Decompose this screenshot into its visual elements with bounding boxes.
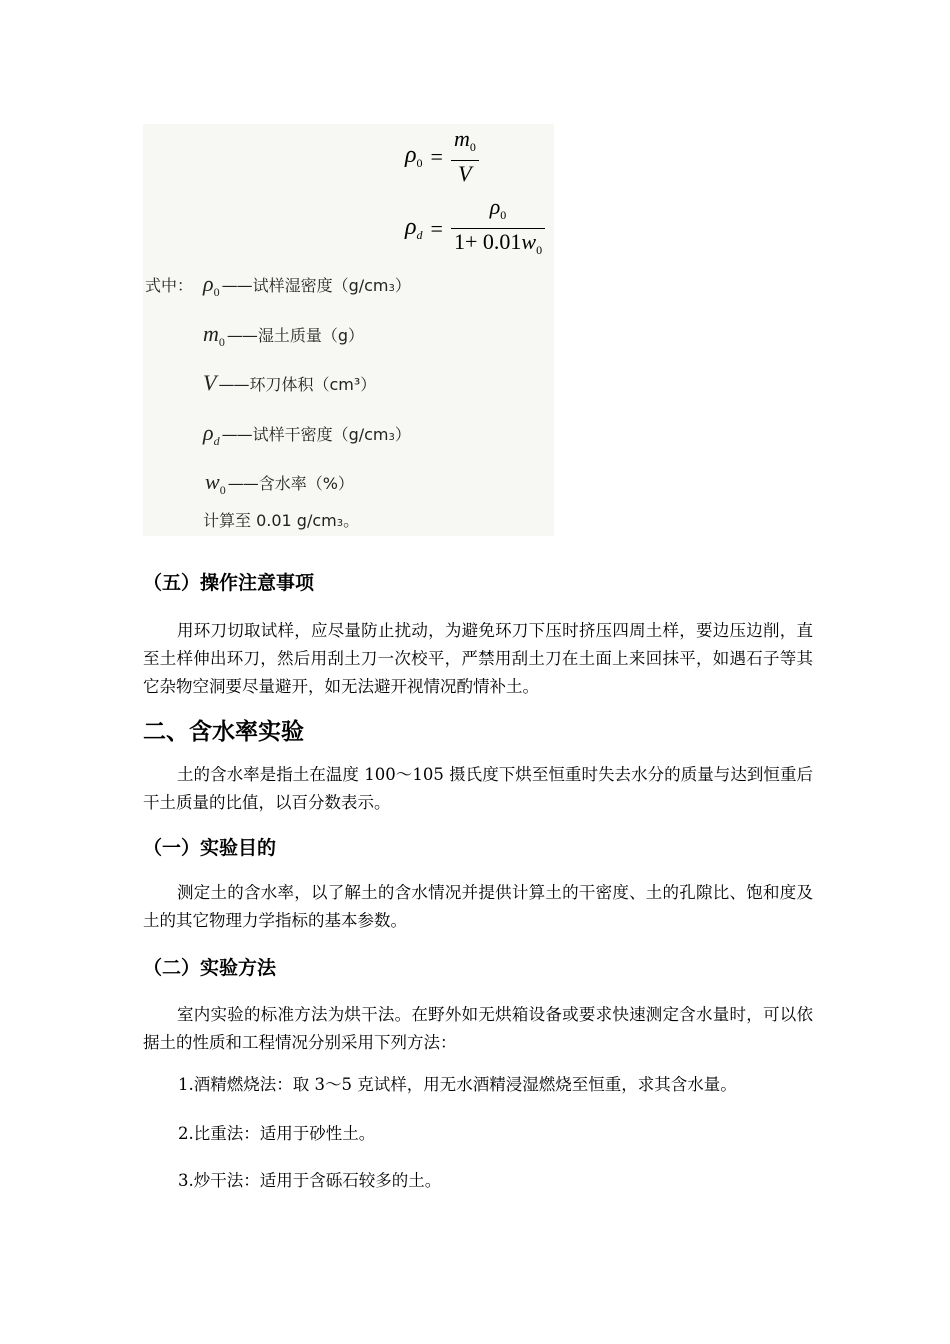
closing-paren: ）: [394, 425, 411, 444]
definition-m0: [203, 321, 364, 350]
V-symbol: V: [203, 370, 217, 395]
equals-sign: =: [430, 143, 443, 169]
dash: ——: [227, 474, 258, 493]
section-title-method: （二）实验方法: [143, 957, 277, 979]
m0-subscript: 0: [218, 335, 225, 349]
dash: ——: [221, 276, 252, 295]
w0-subscript: 0: [536, 243, 543, 257]
wet-density-formula: [405, 126, 479, 187]
rho0-subscript: 0: [500, 208, 507, 222]
dash: ——: [218, 375, 249, 394]
chapter-title-water-content: 二、含水率实验: [143, 719, 304, 745]
rho0-description: 试样湿密度（g/cm: [252, 276, 389, 295]
fraction-m0-over-V: [451, 126, 479, 187]
paragraph-precautions: 用环刀切取试样，应尽量防止扰动，为避免环刀下压时挤压四周土样，要边压边削，直至土样伸出环刀，然后用刮土刀一次校平，严禁用刮土刀在土面上来回抹平，如遇石子等其它杂物空洞要尽量避开，如无法避开视情况酌情补土。: [143, 621, 813, 696]
fraction-rho0-over-denominator: [451, 194, 545, 263]
section-title-precautions: （五）操作注意事项: [143, 572, 315, 594]
rho0-symbol: ρ: [489, 194, 501, 219]
definition-rho0: [145, 271, 411, 300]
m0-symbol: m: [203, 321, 219, 346]
w0-symbol: w: [205, 469, 220, 494]
m0-subscript: 0: [469, 140, 476, 154]
rhod-symbol: ρ: [405, 214, 417, 240]
w0-symbol: w: [521, 229, 537, 254]
closing-paren: ）: [394, 276, 411, 295]
dash: ——: [226, 326, 257, 345]
paragraph-water-content-definition: 土的含水率是指土在温度 100～105 摄氏度下烘至恒重时失去水分的质量与达到恒重后干土质量的比值，以百分数表示。: [143, 765, 813, 812]
paragraph-method: 室内实验的标准方法为烘干法。在野外如无烘箱设备或要求快速测定含水量时，可以依据土的性质和工程情况分别采用下列方法：: [143, 1005, 813, 1052]
calc-note-end: 。: [343, 511, 360, 530]
list-item: 2.比重法：适用于砂性土。: [178, 1124, 376, 1143]
calc-note-text: 计算至 0.01 g/cm: [203, 511, 337, 530]
V-description: 环刀体积（cm³）: [249, 375, 377, 394]
m0-symbol: m: [453, 126, 470, 151]
rho0-subscript: 0: [416, 156, 423, 170]
dash: ——: [221, 425, 252, 444]
rho0-symbol: ρ: [203, 271, 214, 296]
dry-density-formula: [405, 194, 545, 263]
m0-description: 湿土质量（g）: [257, 326, 365, 345]
list-item: 3.炒干法：适用于含砾石较多的土。: [178, 1171, 442, 1190]
rhod-subscript: d: [416, 228, 423, 242]
denominator-text: 1+ 0.01: [453, 229, 522, 254]
definition-V: [203, 370, 376, 396]
w0-description: 含水率（%）: [258, 474, 354, 493]
rho0-subscript: 0: [213, 285, 220, 299]
rho0-symbol: ρ: [405, 142, 417, 168]
V-symbol: V: [458, 161, 472, 186]
definition-rhod: [203, 420, 411, 449]
definitions-lead: 式中：: [145, 276, 194, 295]
calculation-note: [203, 508, 359, 531]
rhod-symbol: ρ: [203, 420, 214, 445]
rhod-description: 试样干密度（g/cm: [252, 425, 389, 444]
rhod-subscript: d: [213, 434, 220, 448]
paragraph-purpose: 测定土的含水率，以了解土的含水情况并提供计算土的干密度、土的孔隙比、饱和度及土的其它物理力学指标的基本参数。: [143, 883, 813, 930]
superscript: 3: [388, 283, 395, 294]
section-title-purpose: （一）实验目的: [143, 837, 277, 859]
equals-sign: =: [430, 215, 443, 241]
list-item: 1.酒精燃烧法：取 3～5 克试样，用无水酒精浸湿燃烧至恒重，求其含水量。: [178, 1075, 737, 1094]
superscript: 3: [336, 518, 344, 529]
w0-subscript: 0: [219, 483, 226, 497]
definition-w0: [205, 469, 354, 498]
superscript: 3: [388, 432, 395, 443]
formula-figure: [143, 124, 554, 536]
